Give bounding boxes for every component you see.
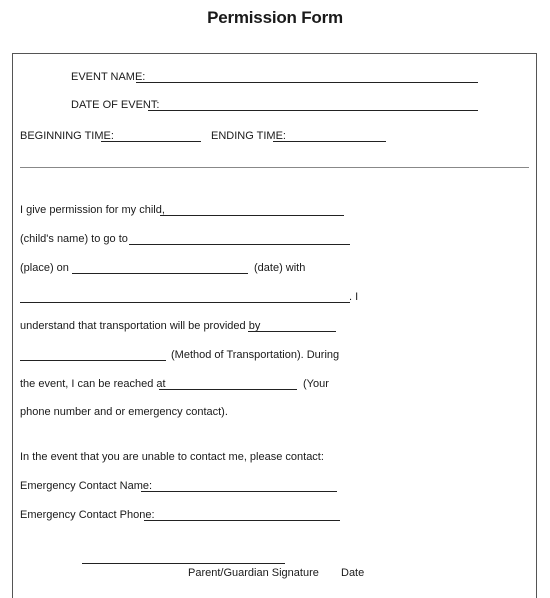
permission-line-2: (child's name) to go to (20, 233, 128, 245)
permission-line-5: understand that transportation will be provided by (20, 320, 261, 332)
section-divider (20, 167, 529, 168)
transportation-provider-field[interactable] (248, 331, 336, 332)
date-field[interactable] (72, 273, 248, 274)
permission-line-7b: (Your (303, 378, 329, 390)
emergency-name-label: Emergency Contact Name: (20, 480, 153, 492)
date-of-event-label: DATE OF EVENT: (71, 99, 160, 111)
beginning-time-field[interactable] (101, 141, 201, 142)
transportation-method-field[interactable] (20, 360, 166, 361)
with-field[interactable] (20, 302, 350, 303)
permission-line-1: I give permission for my child, (20, 204, 165, 216)
event-name-field[interactable] (136, 82, 478, 83)
contact-number-field[interactable] (159, 389, 297, 390)
emergency-name-field[interactable] (141, 491, 337, 492)
child-name-field[interactable] (160, 215, 344, 216)
beginning-time-label: BEGINNING TIME: (20, 130, 114, 142)
permission-line-6: (Method of Transportation). During (171, 349, 340, 361)
emergency-phone-label: Emergency Contact Phone: (20, 509, 155, 521)
permission-line-3b: (date) with (254, 262, 306, 274)
signature-label: Parent/Guardian Signature (188, 567, 319, 579)
emergency-phone-field[interactable] (144, 520, 340, 521)
event-name-label: EVENT NAME: (71, 71, 146, 83)
signature-date-label: Date (341, 567, 365, 579)
permission-line-4-end: . I (349, 291, 359, 303)
signature-field[interactable] (82, 563, 285, 564)
permission-line-7a: the event, I can be reached at (20, 378, 166, 390)
ending-time-label: ENDING TIME: (211, 130, 286, 142)
permission-line-8: phone number and or emergency contact). (20, 406, 228, 418)
permission-line-3a: (place) on (20, 262, 69, 274)
emergency-intro: In the event that you are unable to contact me, please contact: (20, 451, 324, 463)
place-field[interactable] (129, 244, 350, 245)
page-title: Permission Form (207, 8, 343, 27)
date-of-event-field[interactable] (148, 110, 478, 111)
ending-time-field[interactable] (273, 141, 386, 142)
